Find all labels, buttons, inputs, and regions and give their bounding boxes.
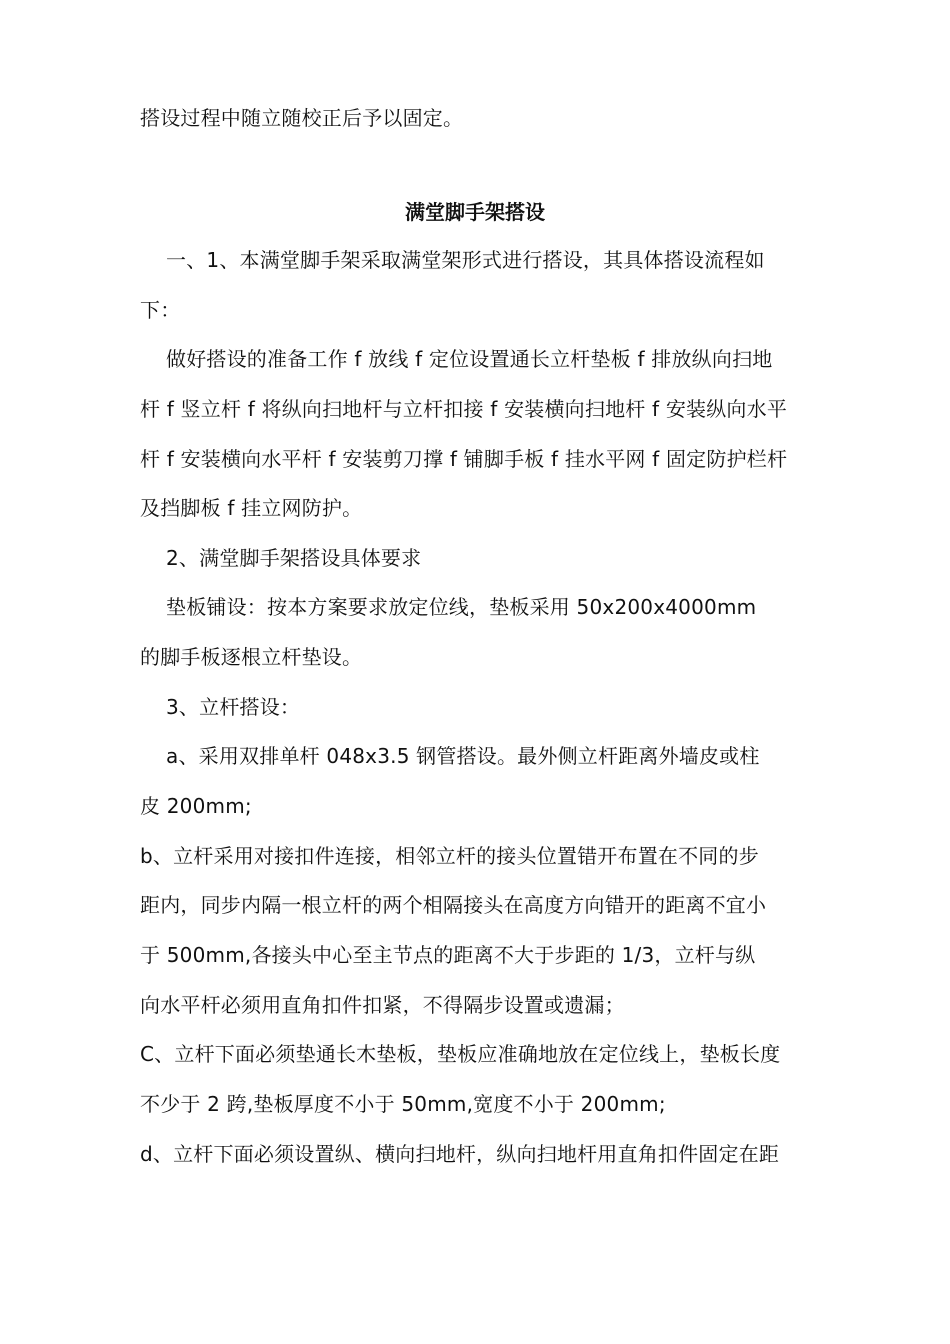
text-line-8: 2、满堂脚手架搭设具体要求 xyxy=(166,546,422,570)
text-line-5: 杆 f 竖立杆 f 将纵向扫地杆与立杆扣接 f 安装横向扫地杆 f 安装纵向水平 xyxy=(140,397,788,421)
text-line-20: d、立杆下面必须设置纵、横向扫地杆，纵向扫地杆用直角扣件固定在距 xyxy=(140,1142,780,1166)
text-line-17: 向水平杆必须用直角扣件扣紧，不得隔步设置或遗漏； xyxy=(140,993,625,1017)
text-line-1: 搭设过程中随立随校正后予以固定。 xyxy=(140,106,464,130)
text-line-11: 3、立杆搭设： xyxy=(166,695,301,719)
text-line-12: a、采用双排单杆 048x3.5 钢管搭设。最外侧立杆距离外墙皮或柱 xyxy=(166,744,760,768)
text-line-3: 下： xyxy=(140,298,181,322)
text-line-19: 不少于 2 跨,垫板厚度不小于 50mm,宽度不小于 200mm; xyxy=(140,1092,666,1116)
text-line-14: b、立杆采用对接扣件连接，相邻立杆的接头位置错开布置在不同的步 xyxy=(140,844,759,868)
text-line-16: 于 500mm,各接头中心至主节点的距离不大于步距的 1/3，立杆与纵 xyxy=(140,943,756,967)
text-line-2: 一、1、本满堂脚手架采取满堂架形式进行搭设，其具体搭设流程如 xyxy=(166,248,765,272)
text-line-9: 垫板铺设：按本方案要求放定位线，垫板采用 50x200x4000mm xyxy=(166,595,757,619)
text-line-18: C、立杆下面必须垫通长木垫板，垫板应准确地放在定位线上，垫板长度 xyxy=(140,1042,781,1066)
text-line-6: 杆 f 安装横向水平杆 f 安装剪刀撑 f 铺脚手板 f 挂水平网 f 固定防护栏杆 xyxy=(140,447,788,471)
section-title: 满堂脚手架搭设 xyxy=(405,200,545,224)
text-line-10: 的脚手板逐根立杆垫设。 xyxy=(140,645,363,669)
text-line-15: 距内，同步内隔一根立杆的两个相隔接头在高度方向错开的距离不宜小 xyxy=(140,893,767,917)
text-line-4: 做好搭设的准备工作 f 放线 f 定位设置通长立杆垫板 f 排放纵向扫地 xyxy=(166,347,773,371)
text-line-13: 皮 200mm; xyxy=(140,794,252,818)
text-line-7: 及挡脚板 f 挂立网防护。 xyxy=(140,496,363,520)
